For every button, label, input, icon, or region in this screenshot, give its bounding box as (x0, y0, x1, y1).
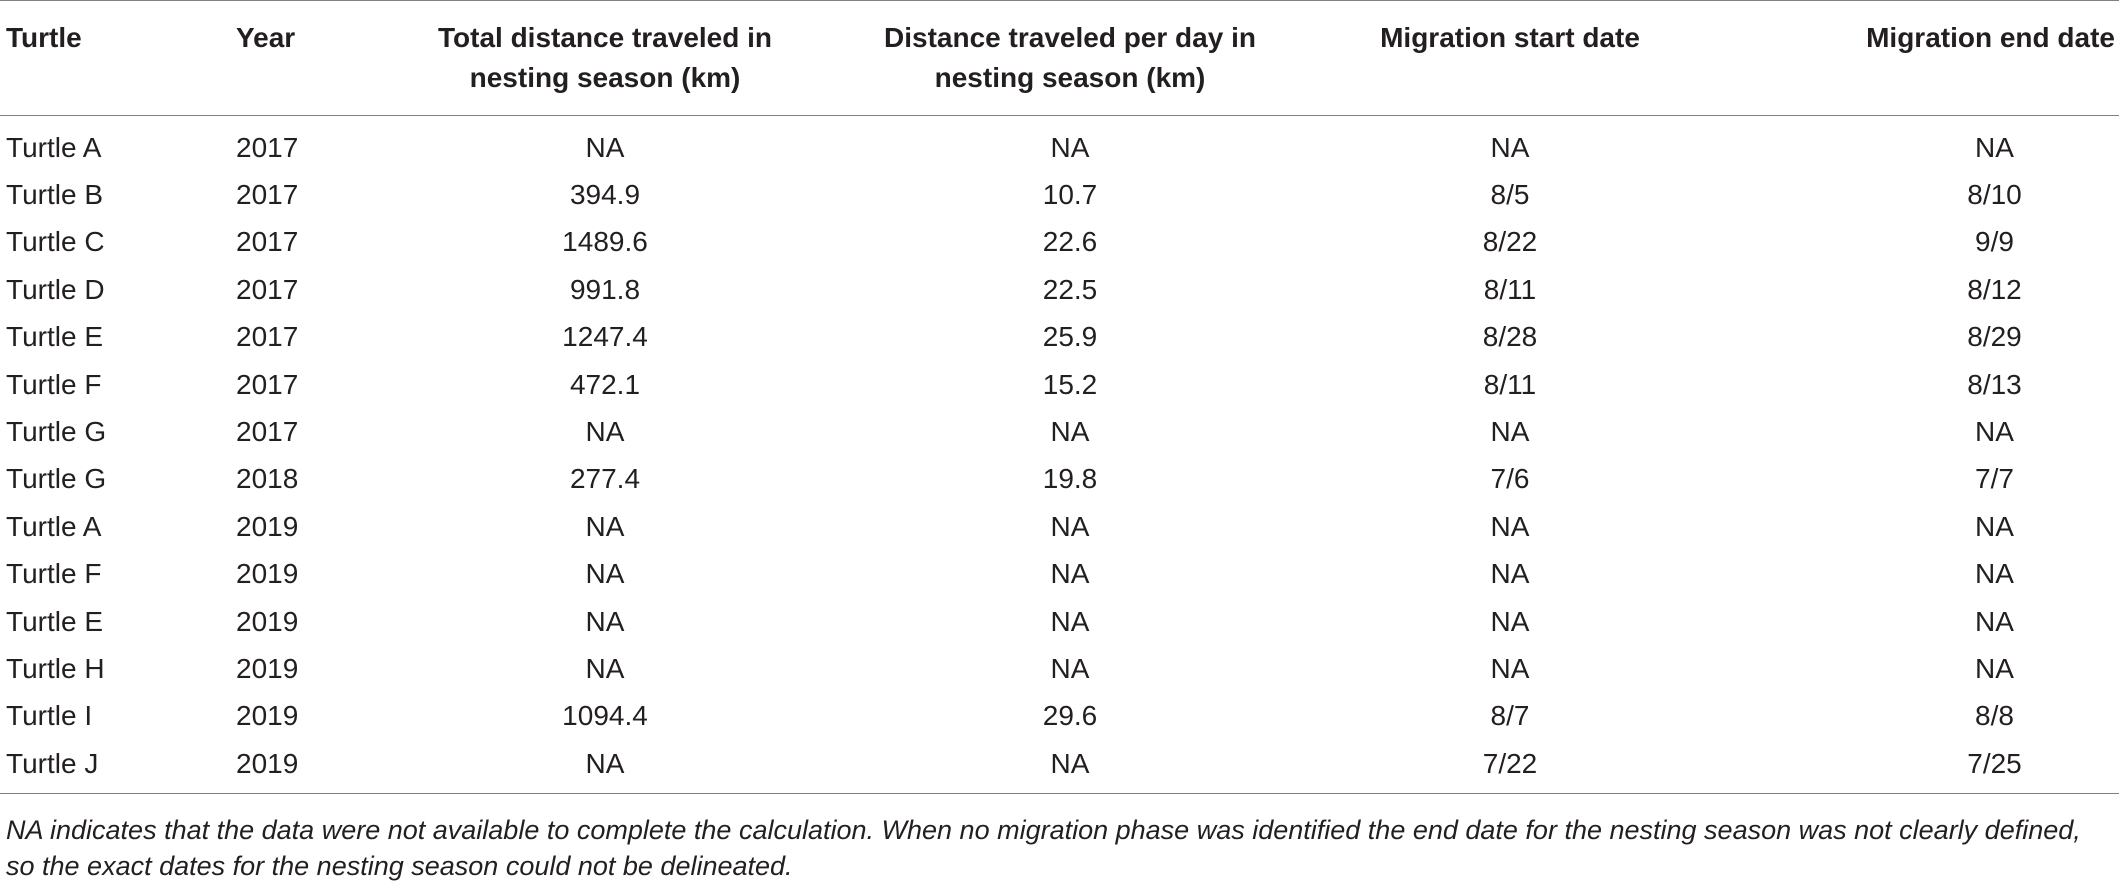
cell-migration-start: 8/28 (1482, 321, 1538, 353)
cell-turtle: Turtle A (6, 510, 102, 542)
cell-distance-per-day: 22.6 (1042, 226, 1098, 258)
cell-migration-start: 7/22 (1482, 747, 1538, 779)
cell-migration-end: 7/25 (1967, 747, 2022, 779)
cell-distance-per-day: NA (1050, 131, 1090, 163)
cell-turtle: Turtle G (6, 463, 107, 495)
cell-year: 2019 (236, 747, 299, 779)
cell-turtle: Turtle E (6, 321, 103, 353)
cell-total-distance: 394.9 (569, 179, 641, 211)
header-turtle: Turtle (6, 22, 82, 53)
cell-migration-start: NA (1490, 510, 1530, 542)
cell-distance-per-day: NA (1050, 605, 1090, 637)
table-row (0, 740, 2119, 794)
table-body (0, 116, 2119, 794)
table-row (0, 314, 2119, 361)
cell-distance-per-day: NA (1050, 652, 1090, 684)
cell-turtle: Turtle B (6, 179, 103, 211)
cell-turtle: Turtle H (6, 652, 105, 684)
cell-migration-start: NA (1490, 416, 1530, 448)
cell-migration-start: 8/22 (1482, 226, 1538, 258)
cell-migration-start: NA (1490, 605, 1530, 637)
cell-year: 2019 (236, 605, 299, 637)
cell-migration-end: NA (1975, 605, 2014, 637)
cell-turtle: Turtle A (6, 131, 102, 163)
cell-migration-end: NA (1975, 510, 2014, 542)
cell-distance-per-day: 10.7 (1042, 179, 1098, 211)
header-row (0, 1, 2119, 116)
cell-year: 2017 (236, 131, 299, 163)
cell-total-distance: NA (585, 416, 625, 448)
table-footnote: NA indicates that the data were not available to complete the calculation. When no migration phase was identified the end date for the nesting season was not clearly defined, so the exact dates for the nesting season could not be delineated. (6, 815, 2081, 881)
cell-distance-per-day: NA (1050, 510, 1090, 542)
cell-distance-per-day: 25.9 (1042, 321, 1098, 353)
cell-turtle: Turtle F (6, 558, 102, 590)
cell-total-distance: 277.4 (569, 463, 641, 495)
header-total-distance (380, 1, 830, 116)
cell-turtle: Turtle C (6, 226, 105, 258)
cell-year: 2017 (236, 273, 299, 305)
cell-turtle: Turtle J (6, 747, 99, 779)
table-row (0, 171, 2119, 218)
header-migration-end: Migration end date (1866, 22, 2115, 53)
header-total-line2: nesting season (km) (469, 62, 741, 93)
header-perday-line1: Distance traveled per day in (884, 22, 1256, 53)
cell-migration-start: NA (1490, 652, 1530, 684)
cell-migration-start: NA (1490, 558, 1530, 590)
cell-total-distance: NA (585, 131, 625, 163)
cell-year: 2017 (236, 416, 299, 448)
cell-turtle: Turtle G (6, 416, 107, 448)
cell-total-distance: NA (585, 652, 625, 684)
cell-migration-start: 8/7 (1490, 700, 1530, 732)
table-header (0, 1, 2119, 116)
cell-migration-end: 8/29 (1967, 321, 2022, 353)
header-total-line1: Total distance traveled in (437, 22, 773, 53)
cell-year: 2019 (236, 652, 299, 684)
cell-total-distance: NA (585, 558, 625, 590)
cell-migration-start: 8/11 (1483, 368, 1537, 400)
header-perday-line2: nesting season (km) (934, 62, 1206, 93)
table-row (0, 361, 2119, 408)
cell-total-distance: NA (585, 605, 625, 637)
cell-year: 2017 (236, 179, 299, 211)
table-row (0, 408, 2119, 455)
cell-migration-end: NA (1975, 652, 2014, 684)
table-row (0, 456, 2119, 503)
table-row (0, 645, 2119, 692)
cell-migration-end: NA (1975, 131, 2014, 163)
cell-year: 2017 (236, 368, 299, 400)
cell-migration-end: 7/7 (1975, 463, 2014, 495)
table-row (0, 116, 2119, 172)
cell-turtle: Turtle D (6, 273, 105, 305)
header-migration-start: Migration start date (1380, 22, 1640, 53)
cell-total-distance: 991.8 (569, 273, 641, 305)
cell-year: 2019 (236, 510, 299, 542)
cell-turtle: Turtle I (6, 700, 93, 732)
cell-turtle: Turtle F (6, 368, 102, 400)
cell-turtle: Turtle E (6, 605, 103, 637)
cell-migration-end: 8/12 (1967, 273, 2022, 305)
table-row (0, 693, 2119, 740)
table-row (0, 598, 2119, 645)
cell-distance-per-day: NA (1050, 416, 1090, 448)
cell-migration-start: NA (1490, 131, 1530, 163)
cell-migration-start: 7/6 (1490, 463, 1530, 495)
cell-distance-per-day: 22.5 (1042, 273, 1098, 305)
cell-distance-per-day: 19.8 (1042, 463, 1098, 495)
cell-migration-end: NA (1975, 558, 2014, 590)
cell-total-distance: 1489.6 (562, 226, 648, 258)
cell-distance-per-day: 29.6 (1042, 700, 1098, 732)
table-row (0, 219, 2119, 266)
cell-total-distance: NA (585, 510, 625, 542)
table-row (0, 503, 2119, 550)
cell-year: 2019 (236, 700, 299, 732)
cell-year: 2019 (236, 558, 299, 590)
cell-year: 2017 (236, 321, 299, 353)
cell-distance-per-day: NA (1050, 747, 1090, 779)
cell-year: 2018 (236, 463, 299, 495)
header-distance-per-day (830, 1, 1310, 116)
header-year: Year (236, 22, 296, 53)
cell-migration-end: NA (1975, 416, 2014, 448)
cell-year: 2017 (236, 226, 299, 258)
cell-total-distance: 472.1 (569, 368, 641, 400)
cell-total-distance: 1094.4 (562, 700, 648, 732)
table-row (0, 266, 2119, 313)
cell-migration-start: 8/5 (1490, 179, 1530, 211)
cell-migration-end: 9/9 (1975, 226, 2014, 258)
cell-migration-end: 8/8 (1975, 700, 2014, 732)
cell-distance-per-day: 15.2 (1042, 368, 1098, 400)
cell-migration-end: 8/10 (1967, 179, 2022, 211)
cell-total-distance: 1247.4 (562, 321, 648, 353)
cell-migration-end: 8/13 (1967, 368, 2022, 400)
cell-distance-per-day: NA (1050, 558, 1090, 590)
cell-migration-start: 8/11 (1483, 273, 1537, 305)
cell-total-distance: NA (585, 747, 625, 779)
table-row (0, 551, 2119, 598)
